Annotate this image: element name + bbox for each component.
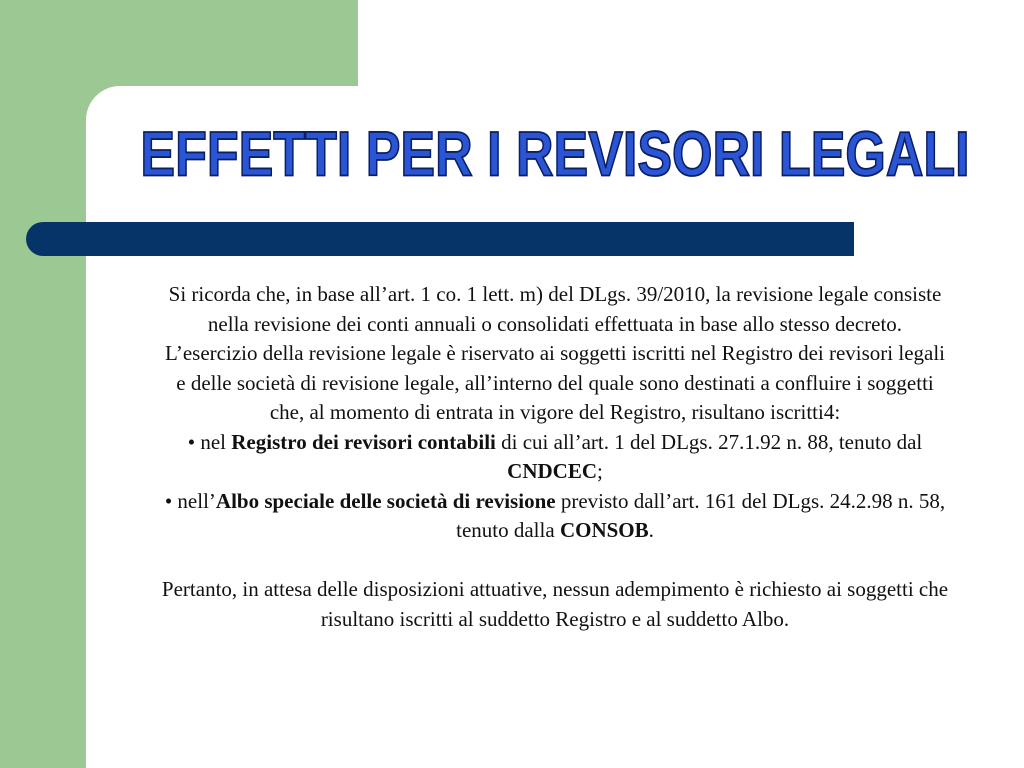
- bullet-1-bold-term: Registro dei revisori contabili: [231, 429, 496, 454]
- paragraph-1: Si ricorda che, in base all’art. 1 co. 1 lett. m) del DLgs. 39/2010, la revisione legale consiste nella revisione dei conti annuali o consolidati effettuata in base allo stesso decreto.: [168, 282, 942, 336]
- bullet-1-suffix: ;: [597, 459, 603, 483]
- paragraph-3: Pertanto, in attesa delle disposizioni attuative, nessun adempimento è richiesto ai soggetti che risultano iscritti al suddetto Registro e al suddetto Albo.: [161, 577, 949, 631]
- bullet-1-text: di cui all’art. 1 del DLgs. 27.1.92 n. 88, tenuto dal: [495, 429, 923, 454]
- bullet-2-bold-term: Albo speciale delle società di revisione: [215, 488, 556, 513]
- bullet-2-bold-entity: CONSOB: [559, 518, 649, 542]
- bullet-1-prefix: • nel: [187, 429, 232, 454]
- paragraph-2: L’esercizio della revisione legale è riservato ai soggetti iscritti nel Registro dei revisori legali e delle società di revisione legale, all’interno del quale sono destinati a confluire i soggetti che, al momento di entrata in vigore del Registro, risultano iscritti4:: [164, 341, 946, 424]
- bullet-1-bold-entity: CNDCEC: [507, 459, 597, 483]
- bullet-item-1: [160, 428, 950, 487]
- bullet-2-prefix: • nell’: [164, 488, 216, 513]
- bullet-2-suffix: .: [648, 518, 654, 542]
- slide-title: EFFETTI PER I REVISORI LEGALI: [140, 119, 970, 191]
- bullet-item-2: [160, 487, 950, 546]
- slide-body: [160, 280, 950, 634]
- bullet-2-text: previsto dall’art. 161 del DLgs. 24.2.98 n. 58, tenuto dalla: [456, 488, 946, 542]
- paragraph-spacer: [160, 546, 950, 576]
- title-underline-bar: [26, 222, 854, 256]
